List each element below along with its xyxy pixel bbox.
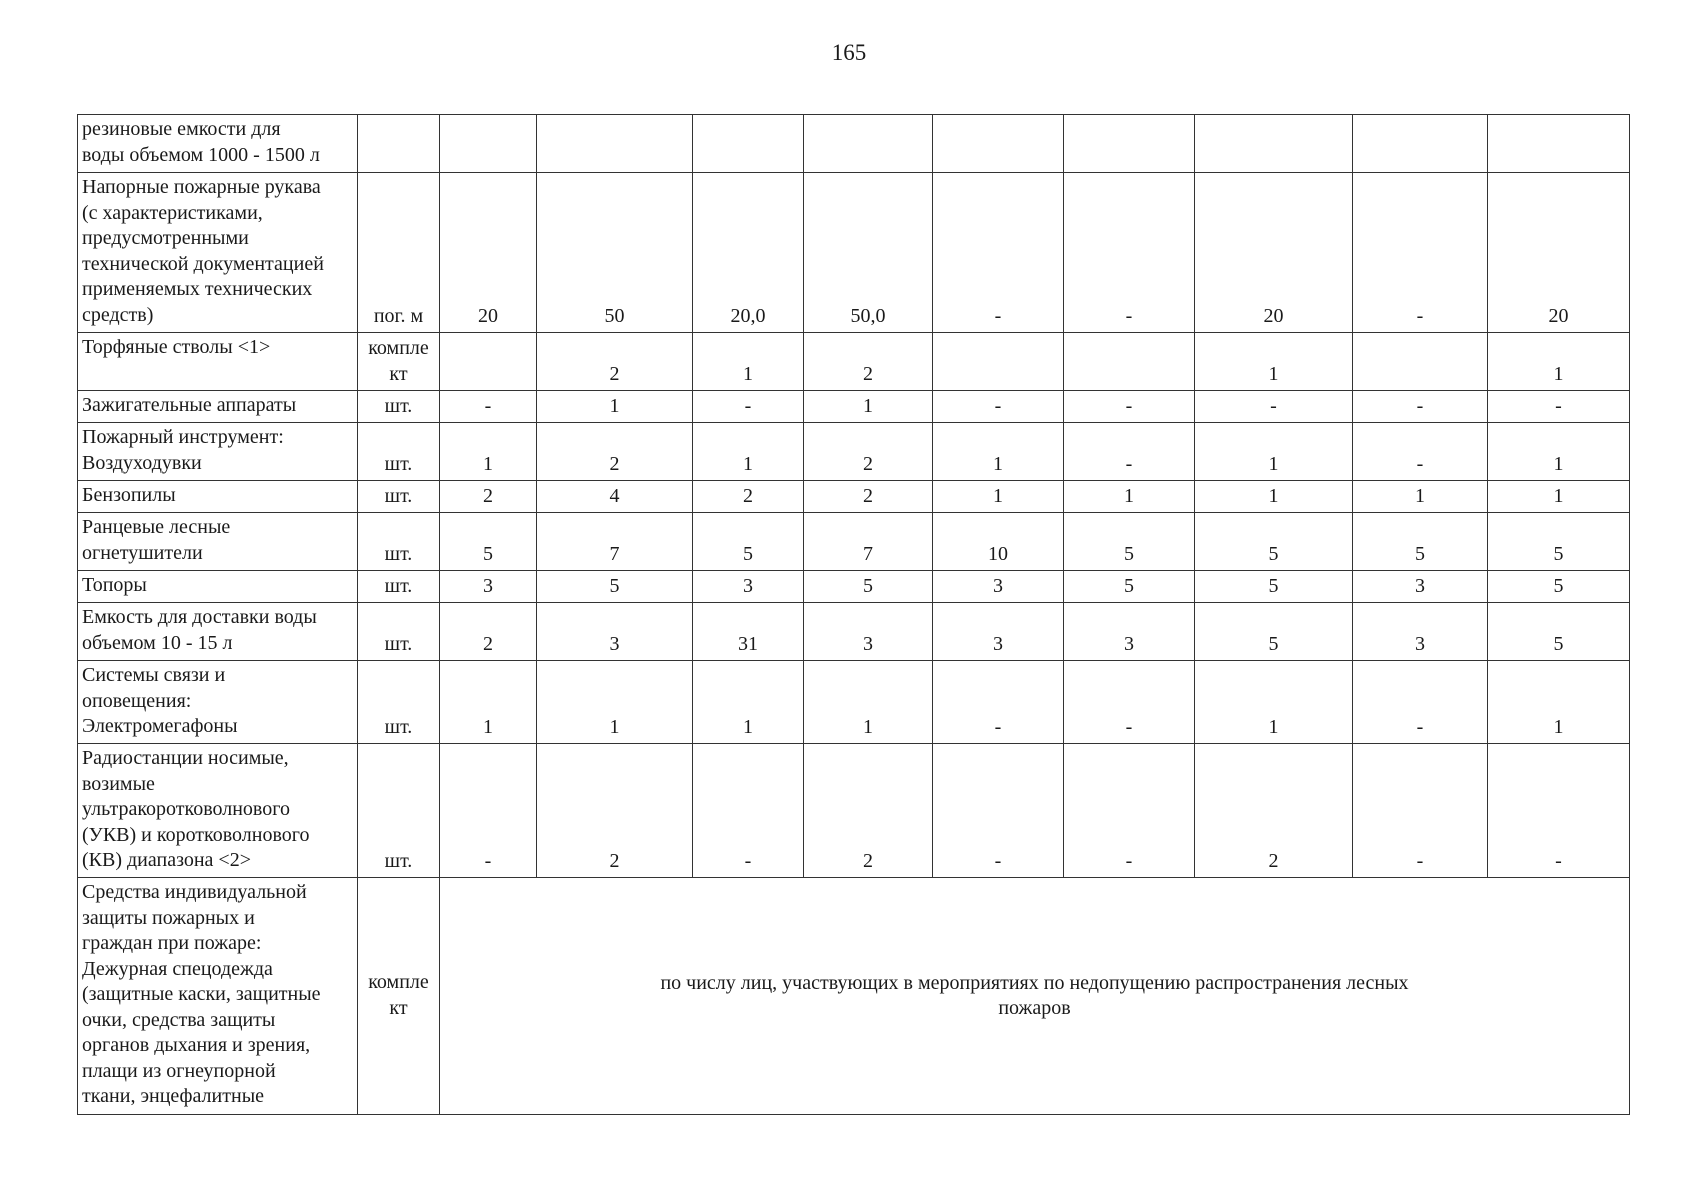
unit-cell: шт. <box>358 661 440 744</box>
value-cell <box>1488 115 1630 173</box>
value-cell: 3 <box>1064 603 1195 661</box>
unit-cell: шт. <box>358 513 440 571</box>
value-cell: 3 <box>1353 603 1488 661</box>
value-cell: 20,0 <box>693 173 804 333</box>
item-name-cell: Ранцевые лесные огнетушители <box>78 513 358 571</box>
value-cell: - <box>1488 391 1630 423</box>
value-cell: 1 <box>1195 423 1353 481</box>
value-cell: 2 <box>804 481 933 513</box>
value-cell: - <box>1064 661 1195 744</box>
table-row <box>78 333 1630 391</box>
value-cell: 3 <box>693 571 804 603</box>
value-cell: 5 <box>537 571 693 603</box>
table-row <box>78 603 1630 661</box>
value-cell: - <box>933 744 1064 878</box>
value-cell: - <box>1488 744 1630 878</box>
value-cell <box>804 115 933 173</box>
value-cell: - <box>933 391 1064 423</box>
value-cell: 2 <box>804 333 933 391</box>
table-row <box>78 571 1630 603</box>
item-name-cell: Зажигательные аппараты <box>78 391 358 423</box>
value-cell: 5 <box>1488 571 1630 603</box>
value-cell: 20 <box>1488 173 1630 333</box>
value-cell: 5 <box>804 571 933 603</box>
table-row <box>78 481 1630 513</box>
value-cell: 3 <box>440 571 537 603</box>
value-cell: 1 <box>1195 333 1353 391</box>
value-cell: 5 <box>1488 513 1630 571</box>
merged-note-cell: по числу лиц, участвующих в мероприятиях по недопущению распространения лесных пожаров <box>440 878 1630 1115</box>
value-cell: 1 <box>933 481 1064 513</box>
table-row <box>78 513 1630 571</box>
value-cell: 20 <box>440 173 537 333</box>
value-cell: 5 <box>1064 513 1195 571</box>
unit-cell: шт. <box>358 744 440 878</box>
item-name-cell: Пожарный инструмент: Воздуходувки <box>78 423 358 481</box>
value-cell <box>933 115 1064 173</box>
value-cell: 5 <box>1488 603 1630 661</box>
value-cell <box>440 333 537 391</box>
value-cell <box>1353 115 1488 173</box>
value-cell <box>440 115 537 173</box>
value-cell: 2 <box>1195 744 1353 878</box>
value-cell: 1 <box>1488 333 1630 391</box>
value-cell <box>1064 333 1195 391</box>
value-cell: - <box>693 744 804 878</box>
table-row <box>78 878 1630 1115</box>
unit-cell: компле кт <box>358 333 440 391</box>
value-cell: - <box>1353 173 1488 333</box>
unit-cell: шт. <box>358 423 440 481</box>
value-cell: 3 <box>933 603 1064 661</box>
item-name-cell: Напорные пожарные рукава (с характеристиками, предусмотренными технической документацией применяемых технических средств) <box>78 173 358 333</box>
value-cell: 3 <box>804 603 933 661</box>
unit-cell: пог. м <box>358 173 440 333</box>
value-cell: 1 <box>804 661 933 744</box>
item-name-cell: Системы связи и оповещения: Электромегафоны <box>78 661 358 744</box>
item-name-cell: Топоры <box>78 571 358 603</box>
value-cell: 1 <box>1195 661 1353 744</box>
value-cell: 2 <box>440 481 537 513</box>
table-row <box>78 744 1630 878</box>
value-cell: 2 <box>537 333 693 391</box>
item-name-cell: Емкость для доставки воды объемом 10 - 15 л <box>78 603 358 661</box>
unit-cell: компле кт <box>358 878 440 1115</box>
value-cell: - <box>933 661 1064 744</box>
value-cell: 3 <box>537 603 693 661</box>
value-cell: 31 <box>693 603 804 661</box>
value-cell <box>1064 115 1195 173</box>
value-cell <box>933 333 1064 391</box>
value-cell: 4 <box>537 481 693 513</box>
unit-cell: шт. <box>358 571 440 603</box>
value-cell: - <box>440 744 537 878</box>
value-cell: 2 <box>537 423 693 481</box>
equipment-table <box>77 114 1630 1115</box>
value-cell: - <box>1353 423 1488 481</box>
value-cell: 1 <box>1195 481 1353 513</box>
value-cell: 1 <box>440 423 537 481</box>
value-cell: 7 <box>537 513 693 571</box>
unit-cell: шт. <box>358 603 440 661</box>
unit-cell: шт. <box>358 481 440 513</box>
value-cell <box>1353 333 1488 391</box>
value-cell: 2 <box>804 423 933 481</box>
value-cell: 2 <box>440 603 537 661</box>
table-body <box>78 115 1630 1115</box>
value-cell: 1 <box>537 661 693 744</box>
table-row <box>78 173 1630 333</box>
value-cell: 1 <box>1488 423 1630 481</box>
unit-cell <box>358 115 440 173</box>
value-cell: - <box>440 391 537 423</box>
value-cell: - <box>1064 423 1195 481</box>
item-name-cell: резиновые емкости для воды объемом 1000 - 1500 л <box>78 115 358 173</box>
value-cell: 2 <box>804 744 933 878</box>
page-number: 165 <box>831 40 867 65</box>
value-cell: - <box>1064 744 1195 878</box>
value-cell: 1 <box>537 391 693 423</box>
value-cell: 5 <box>1064 571 1195 603</box>
value-cell: 10 <box>933 513 1064 571</box>
value-cell: 50,0 <box>804 173 933 333</box>
table-row <box>78 423 1630 481</box>
value-cell: - <box>1064 391 1195 423</box>
table-row <box>78 661 1630 744</box>
value-cell: 5 <box>1195 513 1353 571</box>
value-cell: 3 <box>1353 571 1488 603</box>
value-cell: 1 <box>1488 661 1630 744</box>
value-cell <box>1195 115 1353 173</box>
value-cell: 50 <box>537 173 693 333</box>
value-cell: - <box>1353 661 1488 744</box>
value-cell: 1 <box>933 423 1064 481</box>
item-name-cell: Бензопилы <box>78 481 358 513</box>
value-cell: 1 <box>804 391 933 423</box>
table-row <box>78 115 1630 173</box>
item-name-cell: Торфяные стволы <1> <box>78 333 358 391</box>
value-cell: 5 <box>1195 571 1353 603</box>
value-cell: 1 <box>1064 481 1195 513</box>
value-cell: - <box>693 391 804 423</box>
value-cell: - <box>933 173 1064 333</box>
value-cell: 1 <box>693 333 804 391</box>
value-cell: - <box>1064 173 1195 333</box>
value-cell <box>537 115 693 173</box>
value-cell: 5 <box>1195 603 1353 661</box>
value-cell: 5 <box>693 513 804 571</box>
value-cell: - <box>1195 391 1353 423</box>
value-cell: 5 <box>440 513 537 571</box>
value-cell: - <box>1353 391 1488 423</box>
value-cell: 1 <box>693 661 804 744</box>
value-cell <box>693 115 804 173</box>
item-name-cell: Средства индивидуальной защиты пожарных и граждан при пожаре: Дежурная спецодежда (защитные каски, защитные очки, средства защиты органов дыхания и зрения, плащи из огнеупорной ткани, энцефалитные <box>78 878 358 1115</box>
value-cell: 2 <box>537 744 693 878</box>
unit-cell: шт. <box>358 391 440 423</box>
table-row <box>78 391 1630 423</box>
value-cell: 5 <box>1353 513 1488 571</box>
value-cell: 7 <box>804 513 933 571</box>
value-cell: 1 <box>693 423 804 481</box>
value-cell: 3 <box>933 571 1064 603</box>
value-cell: 20 <box>1195 173 1353 333</box>
value-cell: 1 <box>1488 481 1630 513</box>
value-cell: 1 <box>1353 481 1488 513</box>
value-cell: 2 <box>693 481 804 513</box>
value-cell: - <box>1353 744 1488 878</box>
value-cell: 1 <box>440 661 537 744</box>
item-name-cell: Радиостанции носимые, возимые ультракоротковолнового (УКВ) и коротковолнового (КВ) диапазона <2> <box>78 744 358 878</box>
